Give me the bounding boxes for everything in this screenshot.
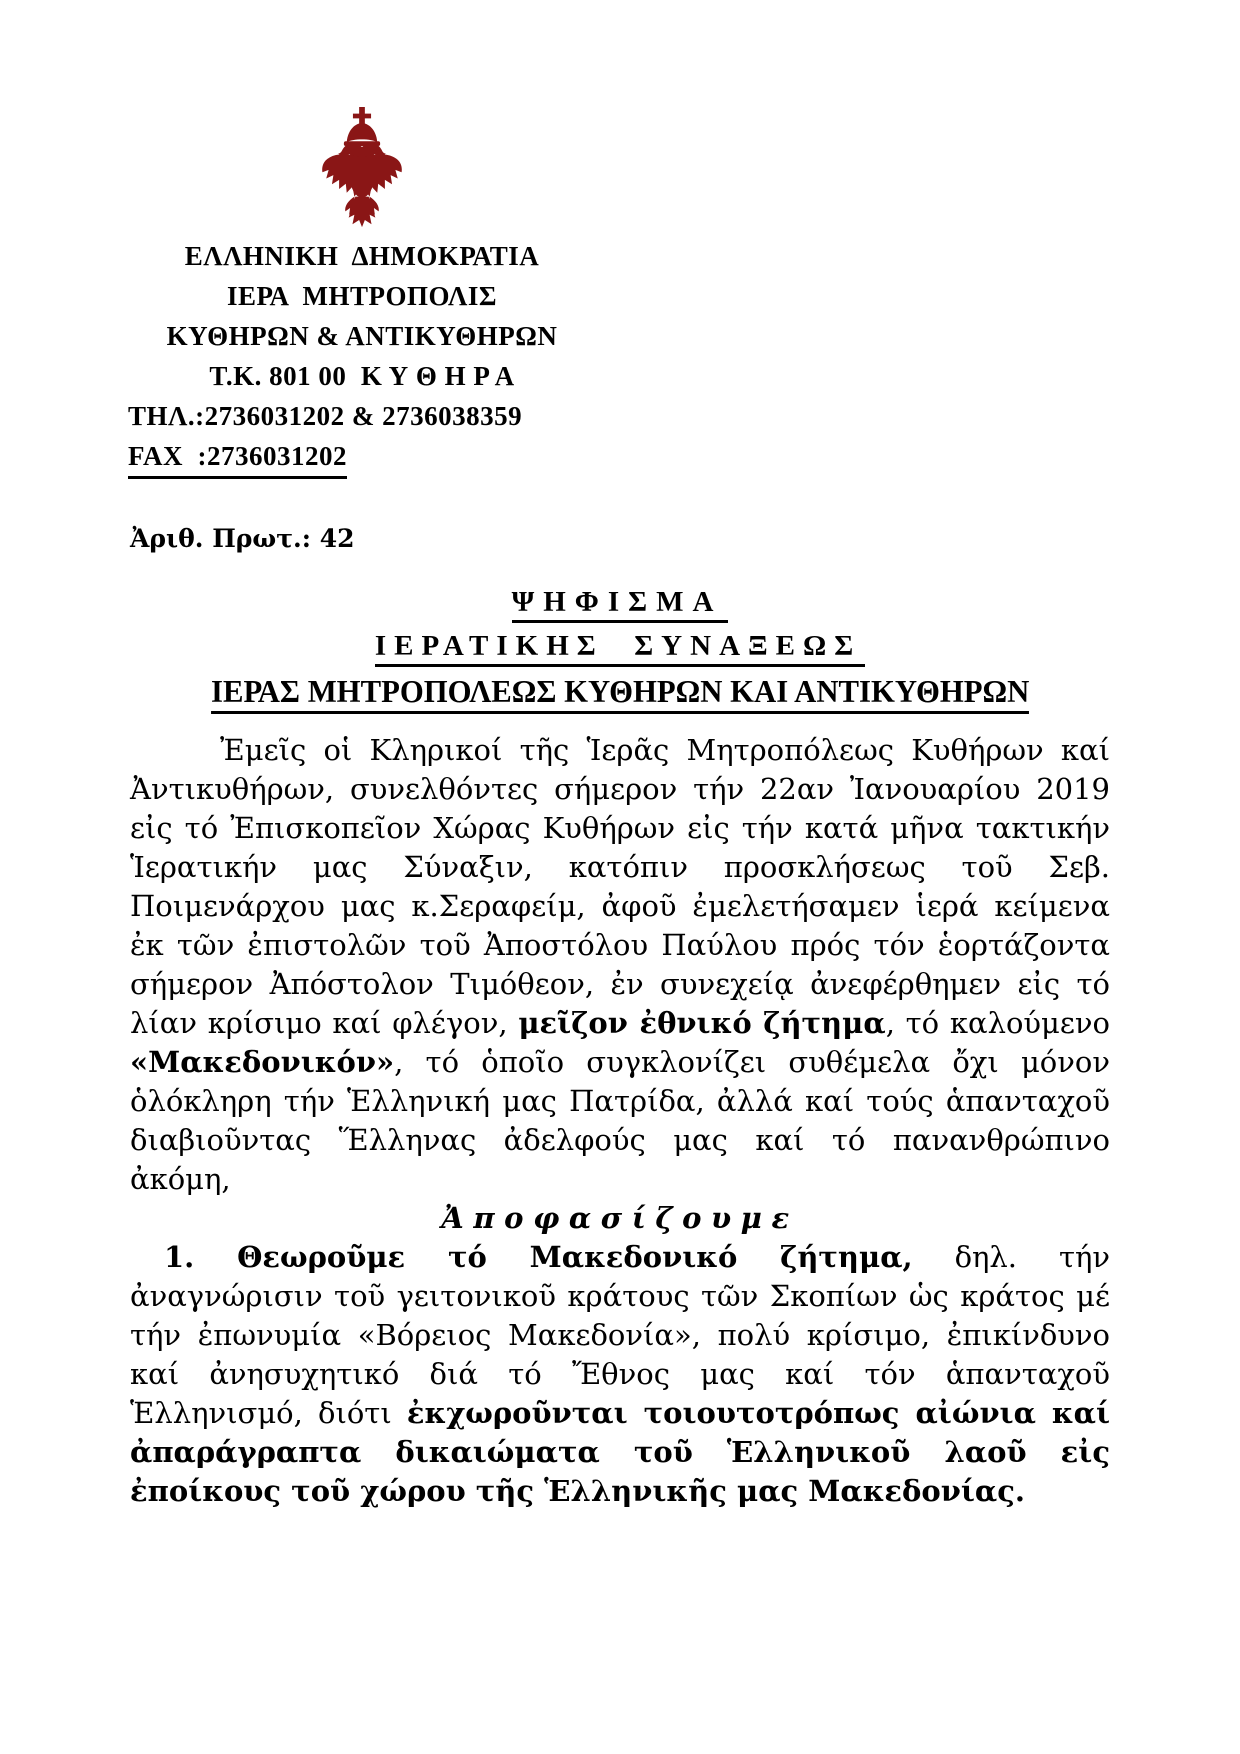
header-diocese: ΚΥΘΗΡΩΝ & ΑΝΤΙΚΥΘΗΡΩΝ [166, 321, 558, 351]
decision-heading: Ἀποφασίζουμε [441, 1201, 799, 1235]
title-line-3 [130, 673, 1110, 714]
resolution-body [130, 731, 1110, 1511]
body-paragraph-1: Ἐμεῖς οἱ Κληρικοί τῆς Ἱερᾶς Μητροπόλεως Κυθήρων καί Ἀντικυθήρων, συνελθόντες σήμερον τήν 22αν Ἰανουαρίου 2019 εἰς τό Ἐπισκοπεῖον Χώρας Κυθήρων εἰς τήν κατά μῆνα τακτικήν Ἱερατικήν μας Σύναξιν, κατόπιν προσκλήσεως τοῦ Σεβ. Ποιμενάρχου μας κ.Σεραφείμ, ἀφοῦ ἐμελετήσαμεν ἱερά κείμενα ἐκ τῶν ἐπιστολῶν τοῦ Ἀποστόλου Παύλου πρός τόν ἑορτάζοντα σήμερον Ἀπόστολον Τιμόθεον, ἐν συνεχείᾳ ἀνεφέρθημεν εἰς τό λίαν κρίσιμο καί φλέγον, μεῖζον ἐθνικό ζήτημα, τό καλούμενο «Μακεδονικόν», τό ὁποῖο συγκλονίζει συθέμελα ὄχι μόνον ὁλόκληρη τήν Ἑλληνική μας Πατρίδα, ἀλλά καί τούς ἁπανταχοῦ διαβιοῦντας Ἕλληνας ἀδελφούς μας καί τό πανανθρώπινο ἀκόμη, [130, 733, 1111, 1196]
header-country: ΕΛΛΗΝΙΚΗ ΔΗΜΟΚΡΑΤΙΑ [184, 241, 540, 271]
title-line-1-text: ΨΗΦΙΣΜΑ [512, 586, 729, 623]
resolution-title [130, 586, 1110, 714]
double-headed-eagle-icon [318, 106, 406, 230]
title-line-2-text: ΙΕΡΑΤΙΚΗΣ ΣΥΝΑΞΕΩΣ [375, 630, 865, 667]
title-line-2 [130, 630, 1110, 667]
protocol-number: Ἀριθ. Πρωτ.: 42 [130, 524, 355, 553]
letterhead [128, 106, 596, 479]
body-paragraph-2: 1. Θεωροῦμε τό Μακεδονικό ζήτημα, δηλ. τήν ἀναγνώρισιν τοῦ γειτονικοῦ κράτους τῶν Σκοπίων ὡς κράτος μέ τήν ἐπωνυμία «Βόρειος Μακεδονία», πολύ κρίσιμο, ἐπικίνδυνο καί ἀνησυχητικό διά τό Ἔθνος μας καί τόν ἁπανταχοῦ Ἑλληνισμό, διότι ἐκχωροῦνται τοιουτοτρόπως αἰώνια καί ἀπαράγραπτα δικαιώματα τοῦ Ἑλληνικοῦ λαοῦ εἰς ἐποίκους τοῦ χώρου τῆς Ἑλληνικῆς μας Μακεδονίας. [130, 1240, 1111, 1508]
header-fax [128, 436, 596, 479]
header-fax-text: FAX :2736031202 [128, 436, 347, 479]
header-metropolis: ΙΕΡΑ ΜΗΤΡΟΠΟΛΙΣ [226, 281, 498, 311]
header-postal-code: Τ.Κ. 801 00 Κ Υ Θ Η Ρ Α [209, 361, 515, 391]
header-phone: ΤΗΛ.:2736031202 & 2736038359 [128, 401, 523, 431]
title-line-1 [130, 586, 1110, 623]
title-line-3-text: ΙΕΡΑΣ ΜΗΤΡΟΠΟΛΕΩΣ ΚΥΘΗΡΩΝ ΚΑΙ ΑΝΤΙΚΥΘΗΡΩΝ [211, 673, 1029, 714]
